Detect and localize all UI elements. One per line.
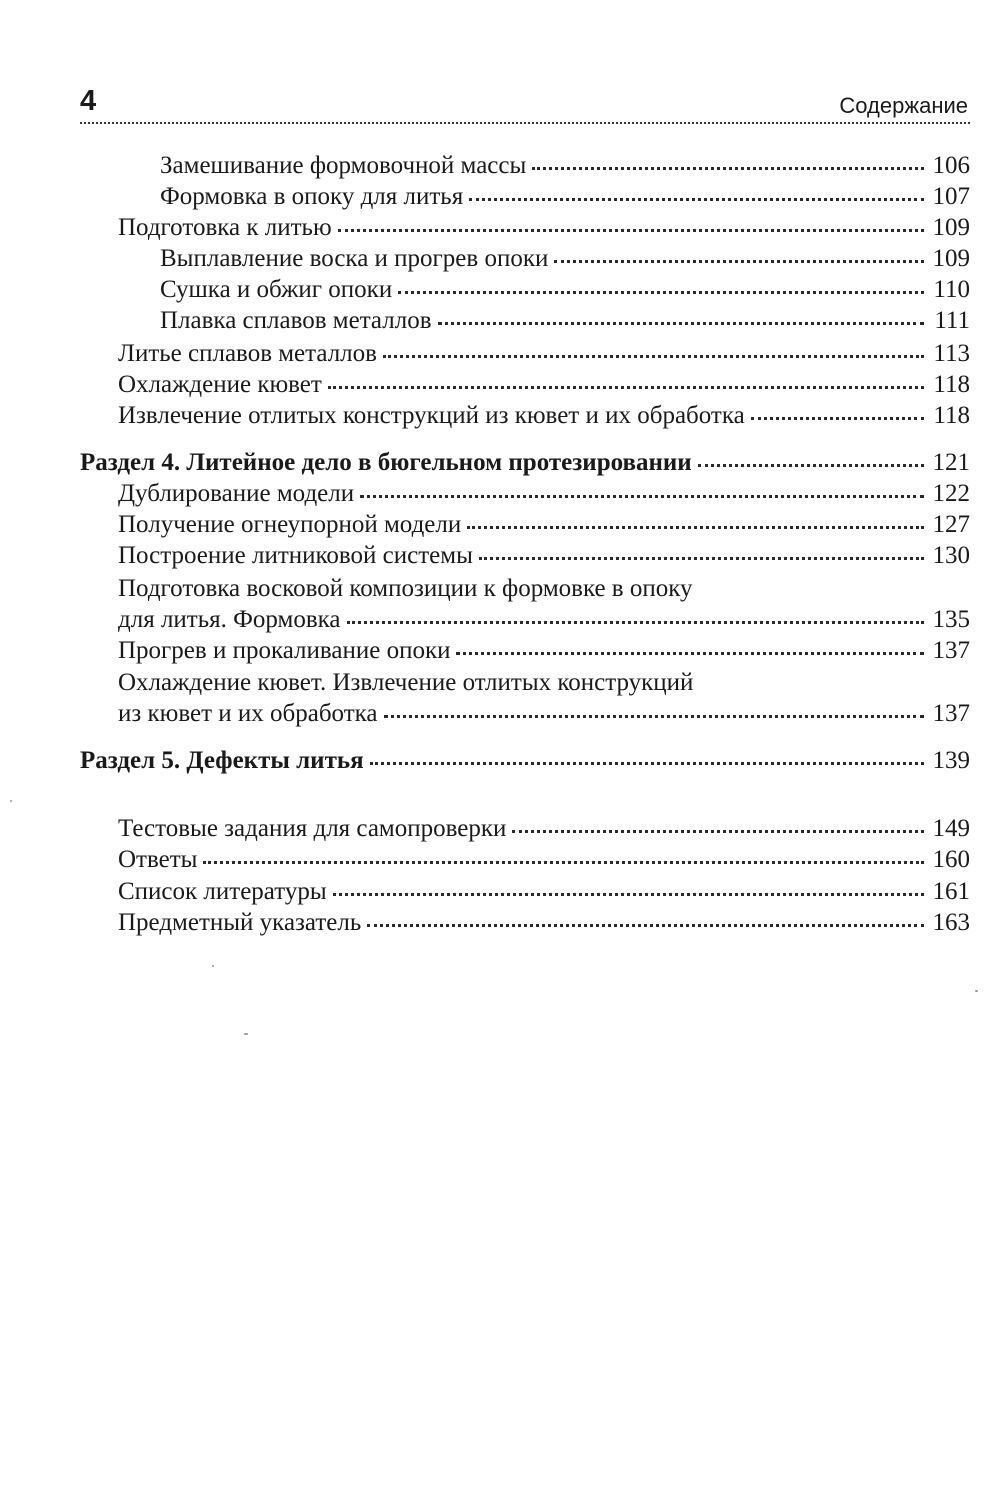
toc-entry-page-number: 109 — [932, 245, 970, 272]
dot-leader — [469, 182, 924, 204]
toc-entry-title: Замешивание формовочной массы — [160, 152, 527, 179]
toc-entry-page-number: 139 — [932, 747, 970, 774]
toc-entry-page-number: 118 — [933, 371, 970, 398]
dot-leader — [383, 339, 924, 361]
page-number: 4 — [80, 85, 97, 117]
toc-entry-title: Плавка сплавов металлов — [160, 307, 432, 334]
dot-leader — [333, 877, 924, 899]
toc-entry-title-line1: Подготовка восковой композиции к формовке в опоку — [118, 575, 693, 602]
toc-entry-title-line1: Охлаждение кювет. Извлечение отлитых конструкций — [118, 669, 694, 696]
toc-entry-line — [118, 540, 970, 571]
toc-entry-line — [160, 305, 970, 336]
toc-entry-page-number: 161 — [932, 878, 970, 905]
toc-entry-page-number: 149 — [932, 815, 970, 842]
dot-leader — [554, 244, 924, 266]
dot-leader — [698, 448, 924, 470]
dot-leader — [398, 275, 924, 297]
toc-entry-page-number: 107 — [932, 183, 970, 210]
dot-leader — [360, 479, 924, 501]
dot-leader — [328, 370, 924, 392]
toc-entry-page-number: 113 — [933, 340, 970, 367]
toc-entry-title: Сушка и обжиг опоки — [160, 276, 393, 303]
toc-entry-page-number: 160 — [932, 846, 970, 873]
toc-entry-line — [118, 400, 970, 431]
toc-entry-title: Получение огнеупорной модели — [118, 511, 462, 538]
toc-entry-line — [160, 181, 970, 212]
toc-entry-page-number: 130 — [932, 542, 970, 569]
dot-leader — [370, 746, 924, 768]
toc-entry-line — [118, 212, 970, 243]
toc-entry-line — [118, 698, 970, 729]
toc-entry-line — [160, 274, 970, 305]
toc-entry-page-number: 110 — [933, 276, 970, 303]
toc-entry-line — [118, 635, 970, 666]
toc-entry-page-number: 109 — [932, 214, 970, 241]
dot-leader — [347, 605, 925, 627]
toc-entry-line — [118, 604, 970, 635]
toc-entry-title: Дублирование модели — [118, 480, 355, 507]
dot-leader — [338, 213, 924, 235]
toc-entry-line — [118, 876, 970, 907]
toc-entry-page-number: 137 — [932, 637, 970, 664]
dot-leader — [512, 814, 924, 836]
toc-entry-title: Построение литниковой системы — [118, 542, 473, 569]
toc-entry-title: Ответы — [118, 846, 198, 873]
toc-entry-title: Литье сплавов металлов — [118, 340, 377, 367]
toc-entry-title: Предметный указатель — [118, 909, 362, 936]
toc-entry-page-number: 106 — [932, 152, 970, 179]
toc-entry-line — [118, 844, 970, 875]
toc-entry-title: Выплавление воска и прогрев опоки — [160, 245, 549, 272]
toc-entry-page-number: 121 — [932, 449, 970, 476]
toc-entry-line — [118, 813, 970, 844]
dot-leader — [479, 541, 924, 563]
toc-entry-page-number: 135 — [932, 606, 970, 633]
dot-leader — [384, 699, 924, 721]
toc-entry-page-number: 163 — [932, 909, 970, 936]
dot-leader — [203, 845, 924, 867]
toc-entry-line — [118, 907, 970, 938]
dot-leader — [438, 306, 925, 328]
toc-entry-page-number: 111 — [934, 307, 970, 334]
toc-entry-title: Подготовка к литью — [118, 214, 332, 241]
dot-leader — [467, 510, 924, 532]
toc-entry-page-number: 127 — [932, 511, 970, 538]
dot-leader — [532, 151, 924, 173]
toc-entry-line — [80, 447, 970, 478]
toc-entry-line — [160, 150, 970, 181]
toc-entry-line — [80, 745, 970, 776]
scan-speck — [975, 990, 978, 992]
toc-entry-page-number: 122 — [932, 480, 970, 507]
running-header — [80, 84, 970, 126]
toc-entry-line — [160, 243, 970, 274]
toc-entry-line — [118, 369, 970, 400]
toc-entry-title: Раздел 4. Литейное дело в бюгельном протезировании — [80, 449, 692, 476]
toc-entry-title: Прогрев и прокаливание опоки — [118, 637, 451, 664]
toc-entry-title: Формовка в опоку для литья — [160, 183, 464, 210]
scan-speck — [212, 965, 214, 967]
header-dotted-rule — [80, 122, 970, 124]
dot-leader — [456, 636, 924, 658]
toc-entry-line — [118, 509, 970, 540]
toc-entry-title: Охлаждение кювет — [118, 371, 322, 398]
toc-entry-page-number: 137 — [932, 700, 970, 727]
dot-leader — [751, 401, 924, 423]
toc-entry-title: Раздел 5. Дефекты литья — [80, 747, 364, 774]
toc-entry-line — [118, 338, 970, 369]
toc-entry-title: Извлечение отлитых конструкций из кювет и их обработка — [118, 402, 745, 429]
toc-entry-title: Тестовые задания для самопроверки — [118, 815, 507, 842]
toc-entry-line — [118, 478, 970, 509]
dot-leader — [367, 908, 924, 930]
toc-entry-title: для литья. Формовка — [118, 606, 341, 633]
toc-entry-title: Список литературы — [118, 878, 327, 905]
section-title: Содержание — [839, 93, 968, 118]
toc-entry-title: из кювет и их обработка — [118, 700, 378, 727]
scan-speck — [10, 800, 12, 802]
scan-speck — [244, 1033, 248, 1035]
toc-entry-page-number: 118 — [933, 402, 970, 429]
